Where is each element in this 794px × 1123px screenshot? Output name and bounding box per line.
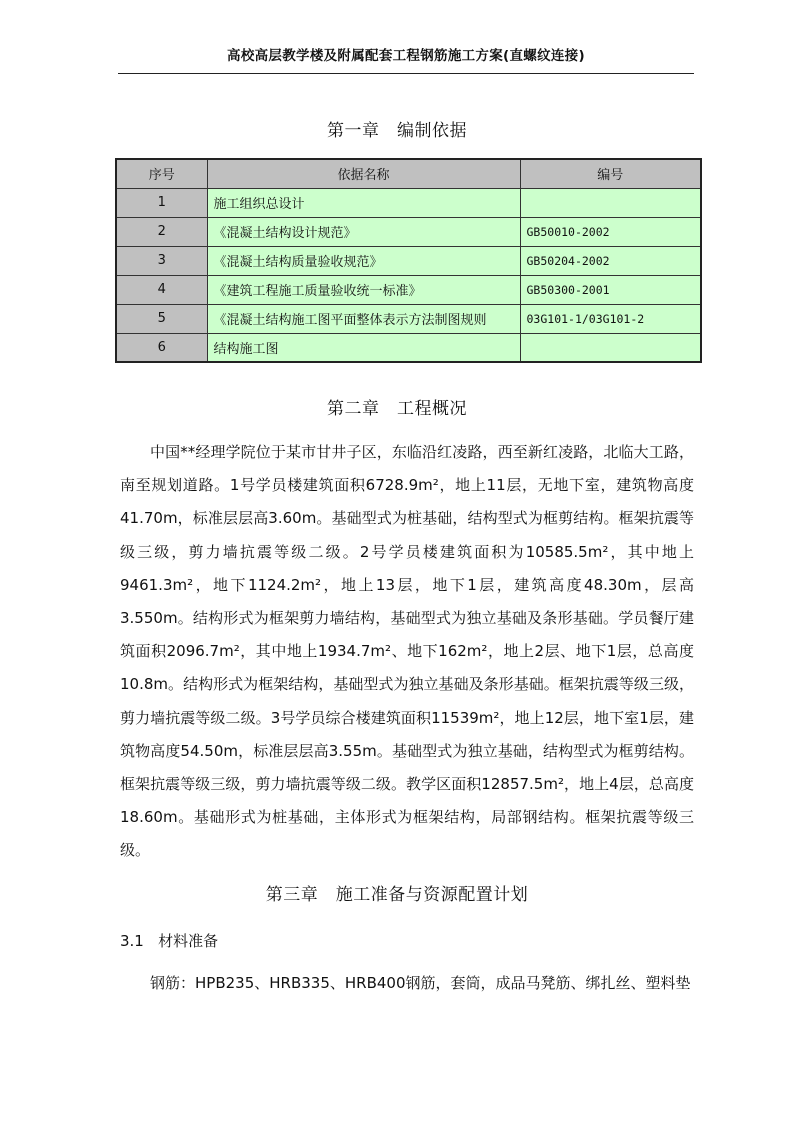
header-name: 依据名称 — [207, 159, 520, 188]
reference-table — [115, 158, 702, 363]
table-row — [116, 333, 701, 362]
page-header: 高校高层教学楼及附属配套工程钢筋施工方案(直螺纹连接) — [227, 48, 585, 64]
row-code — [520, 188, 701, 217]
chapter-1-title: 第一章 编制依据 — [327, 121, 467, 141]
materials-paragraph: 钢筋：HPB235、HRB335、HRB400钢筋，套筒，成品马凳筋、绑扎丝、塑料垫 — [150, 974, 691, 992]
row-name: 《混凝土结构设计规范》 — [207, 217, 520, 246]
row-name: 《建筑工程施工质量验收统一标准》 — [207, 275, 520, 304]
table-row — [116, 217, 701, 246]
row-no: 6 — [116, 333, 207, 362]
table-row — [116, 275, 701, 304]
table-row — [116, 188, 701, 217]
header-rule — [118, 73, 694, 74]
row-no: 2 — [116, 217, 207, 246]
table-row — [116, 246, 701, 275]
row-code — [520, 333, 701, 362]
header-code: 编号 — [520, 159, 701, 188]
row-name: 《混凝土结构质量验收规范》 — [207, 246, 520, 275]
row-name: 《混凝土结构施工图平面整体表示方法制图规则 — [207, 304, 520, 333]
chapter-2-title: 第二章 工程概况 — [327, 399, 467, 419]
row-code: GB50204-2002 — [520, 246, 701, 275]
row-name: 结构施工图 — [207, 333, 520, 362]
row-no: 1 — [116, 188, 207, 217]
section-number: 3.1 — [120, 932, 144, 950]
chapter-3-title: 第三章 施工准备与资源配置计划 — [265, 885, 529, 905]
section-heading — [120, 930, 218, 951]
table-header-row — [116, 159, 701, 188]
row-code: GB50300-2001 — [520, 275, 701, 304]
row-no: 3 — [116, 246, 207, 275]
project-overview-paragraph: 中国**经理学院位于某市甘井子区，东临沿红凌路，西至新红凌路，北临大工路，南至规划道路。1号学员楼建筑面积6728.9m²，地上11层，无地下室，建筑物高度41.70m，标准层层高3.60m。基础型式为桩基础，结构型式为框剪结构。框架抗震等级三级，剪力墙抗震等级二级。2号学员楼建筑面积为10585.5m²，其中地上9461.3m²，地下1124.2m²，地上13层，地下1层，建筑高度48.30m，层高3.550m。结构形式为框架剪力墙结构，基础型式为独立基础及条形基础。学员餐厅建筑面积2096.7m²，其中地上1934.7m²、地下162m²，地上2层、地下1层，总高度10.8m。结构形式为框架结构，基础型式为独立基础及条形基础。框架抗震等级三级，剪力墙抗震等级二级。3号学员综合楼建筑面积11539m²，地上12层，地下室1层，建筑物高度54.50m，标准层层高3.55m。基础型式为独立基础，结构型式为框剪结构。框架抗震等级三级，剪力墙抗震等级二级。教学区面积12857.5m²，地上4层，总高度18.60m。基础形式为桩基础，主体形式为框架结构，局部钢结构。框架抗震等级三级。 — [120, 443, 694, 860]
row-name: 施工组织总设计 — [207, 188, 520, 217]
table-row — [116, 304, 701, 333]
row-no: 4 — [116, 275, 207, 304]
row-code: GB50010-2002 — [520, 217, 701, 246]
section-title: 材料准备 — [158, 932, 219, 950]
row-code: 03G101-1/03G101-2 — [520, 304, 701, 333]
header-no: 序号 — [116, 159, 207, 188]
row-no: 5 — [116, 304, 207, 333]
